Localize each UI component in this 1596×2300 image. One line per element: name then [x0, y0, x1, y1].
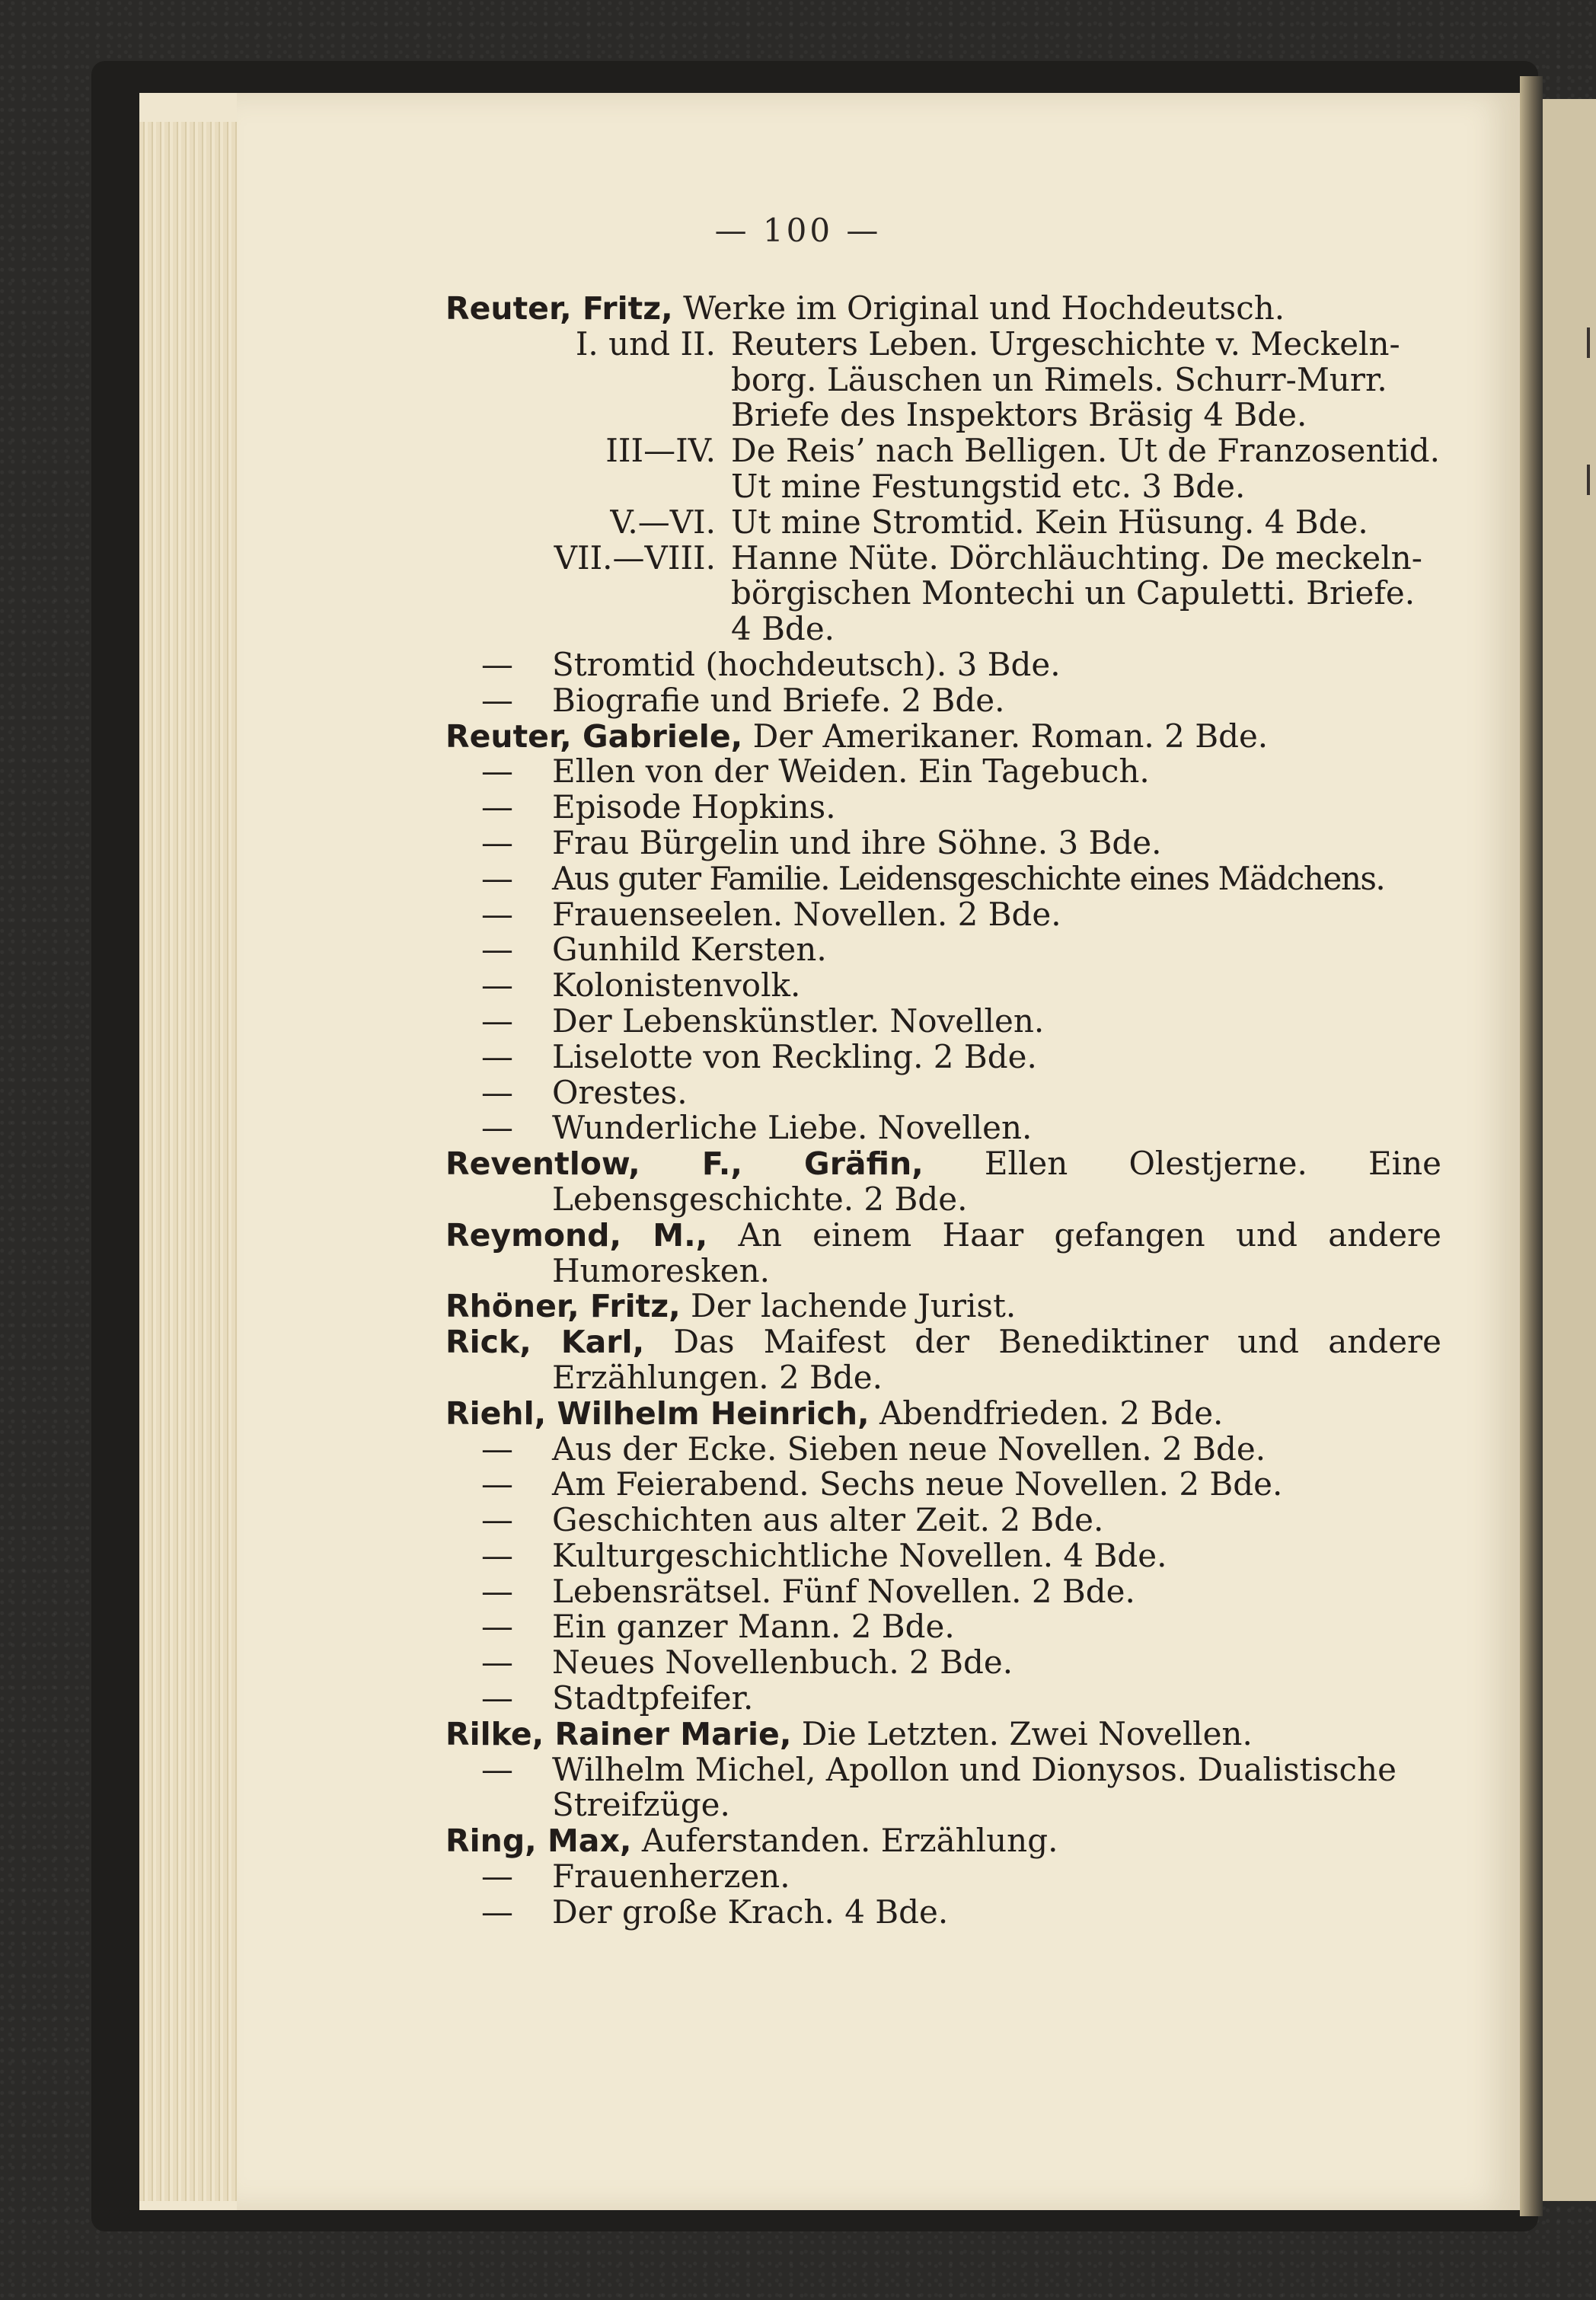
- item-text: Der Lebenskünstler. Novellen.: [552, 1001, 1045, 1040]
- item-text: Stadtpfeifer.: [552, 1679, 754, 1717]
- dash: —: [481, 1750, 513, 1788]
- dash: —: [481, 1109, 513, 1147]
- entry-title: Ellen Olestjerne. Eine Lebensgeschichte. 2 Bde.: [552, 1145, 1441, 1218]
- item-text: Aus der Ecke. Sieben neue Novellen. 2 Bde.: [552, 1430, 1266, 1468]
- item-text: Ellen von der Weiden. Ein Tagebuch.: [552, 752, 1150, 791]
- entry-riehl: [445, 1396, 1441, 1432]
- item-text: Kolonistenvolk.: [552, 966, 801, 1005]
- dash: —: [481, 788, 513, 826]
- list-item: [445, 1503, 1441, 1538]
- volume-number: V.—VI.: [610, 503, 716, 541]
- dash: —: [481, 1679, 513, 1717]
- dash: —: [481, 966, 513, 1005]
- entry-ring: [445, 1823, 1441, 1859]
- item-text: Liselotte von Reckling. 2 Bde.: [552, 1037, 1037, 1075]
- list-item: [445, 1574, 1441, 1610]
- list-item: [445, 1538, 1441, 1574]
- item-text: Wilhelm Michel, Apollon und Dionysos. Dualistische Streifzüge.: [552, 1750, 1396, 1824]
- page-edges: [139, 122, 238, 2201]
- dash: —: [481, 1572, 513, 1610]
- entry-title: Werke im Original und Hochdeutsch.: [683, 289, 1285, 327]
- entry-title: Abendfrieden. 2 Bde.: [879, 1394, 1224, 1432]
- entry-reuter-fritz: [445, 291, 1441, 327]
- author-name: Ring, Max,: [445, 1822, 632, 1860]
- dash: —: [481, 1858, 513, 1896]
- item-text: Orestes.: [552, 1073, 688, 1111]
- volume-text: borg. Läuschen un Rimels. Schurr-Murr.: [731, 360, 1387, 398]
- dash: —: [481, 1536, 513, 1574]
- item-text: Frau Bürgelin und ihre Söhne. 3 Bde.: [552, 823, 1162, 861]
- entry-rilke: [445, 1714, 1441, 1752]
- list-item: [445, 1467, 1441, 1503]
- item-text: Neues Novellenbuch. 2 Bde.: [552, 1644, 1013, 1682]
- facing-page-edge: [1543, 99, 1596, 2201]
- volume-line: [445, 505, 1441, 541]
- list-item: [445, 861, 1441, 897]
- author-name: Riehl, Wilhelm Heinrich,: [445, 1394, 870, 1432]
- entry-reymond: [445, 1215, 1441, 1289]
- volume-text: De Reis’ nach Belligen. Ut de Franzosentid.: [731, 432, 1441, 470]
- entry-title: Auferstanden. Erzählung.: [641, 1822, 1058, 1860]
- volume-text: 4 Bde.: [731, 610, 835, 648]
- entry-title: Der lachende Jurist.: [691, 1287, 1017, 1325]
- item-text: Lebensrätsel. Fünf Novellen. 2 Bde.: [552, 1572, 1135, 1610]
- volume-text: Ut mine Stromtid. Kein Hüsung. 4 Bde.: [731, 503, 1368, 541]
- entry-title: Der Amerikaner. Roman. 2 Bde.: [752, 717, 1269, 755]
- author-name: Rilke, Rainer Marie,: [445, 1715, 792, 1752]
- dash: —: [481, 859, 513, 897]
- list-item: [445, 683, 1441, 719]
- item-text: Gunhild Kersten.: [552, 931, 827, 969]
- list-item: [445, 1037, 1441, 1075]
- volume-line: [445, 612, 1441, 647]
- volume-text: Hanne Nüte. Dörchläuchting. De meckeln-: [731, 538, 1422, 577]
- item-text: Frauenherzen.: [552, 1858, 790, 1896]
- item-text: Aus guter Familie. Leidensgeschichte eines Mädchens.: [552, 859, 1385, 897]
- list-item: [445, 1895, 1441, 1931]
- volume-line: [445, 469, 1441, 505]
- catalog-text: [445, 291, 1441, 1931]
- author-name: Reuter, Gabriele,: [445, 717, 743, 755]
- volume-text: Ut mine Festungstid etc. 3 Bde.: [731, 467, 1246, 505]
- volume-line: [445, 433, 1441, 469]
- author-name: Reymond, M.,: [445, 1216, 708, 1254]
- item-text: Der große Krach. 4 Bde.: [552, 1893, 949, 1931]
- entry-reventlow: [445, 1146, 1441, 1218]
- item-text: Geschichten aus alter Zeit. 2 Bde.: [552, 1501, 1104, 1539]
- dash: —: [481, 1501, 513, 1539]
- volume-line: [445, 576, 1441, 612]
- volume-text: Briefe des Inspektors Bräsig 4 Bde.: [731, 396, 1307, 434]
- entry-reuter-gabriele: [445, 719, 1441, 755]
- list-item: [445, 823, 1441, 861]
- dash: —: [481, 823, 513, 861]
- item-text: Wunderliche Liebe. Novellen.: [552, 1109, 1033, 1147]
- facing-page-mark: [1587, 465, 1590, 495]
- list-item: [445, 1681, 1441, 1717]
- dash: —: [481, 1893, 513, 1931]
- dash: —: [481, 1644, 513, 1682]
- entry-rhoener: [445, 1289, 1441, 1324]
- dash: —: [481, 1037, 513, 1075]
- item-text: Kulturgeschichtliche Novellen. 4 Bde.: [552, 1536, 1167, 1574]
- dash: —: [481, 931, 513, 969]
- dash: —: [481, 681, 513, 719]
- volume-text: börgischen Montechi un Capuletti. Briefe.: [731, 574, 1416, 612]
- item-text: Episode Hopkins.: [552, 788, 836, 826]
- dash: —: [481, 1001, 513, 1040]
- volume-number: VII.—VIII.: [554, 538, 716, 577]
- volume-line: [445, 398, 1441, 433]
- facing-page-mark: [1587, 327, 1590, 358]
- list-item: [445, 1609, 1441, 1645]
- list-item: [445, 1859, 1441, 1895]
- book-gutter: [1520, 76, 1543, 2216]
- list-item: [445, 1432, 1441, 1468]
- item-text: Am Feierabend. Sechs neue Novellen. 2 Bde.: [552, 1465, 1283, 1503]
- list-item: [445, 1645, 1441, 1681]
- list-item: [445, 1110, 1441, 1146]
- list-item: [445, 754, 1441, 790]
- list-item: [445, 1752, 1441, 1824]
- dash: —: [481, 895, 513, 933]
- entry-title: Die Letzten. Zwei Novellen.: [801, 1714, 1253, 1752]
- list-item: [445, 1001, 1441, 1040]
- volume-number: I. und II.: [575, 324, 716, 363]
- list-item: [445, 897, 1441, 933]
- dash: —: [481, 752, 513, 791]
- list-item: [445, 968, 1441, 1004]
- page-number: — 100 —: [714, 212, 882, 249]
- dash: —: [481, 1073, 513, 1111]
- list-item: [445, 790, 1441, 826]
- volume-number: III—IV.: [605, 432, 716, 470]
- entry-rick: [445, 1324, 1441, 1396]
- dash: —: [481, 1430, 513, 1468]
- author-name: Rhöner, Fritz,: [445, 1288, 681, 1325]
- volume-line: [445, 324, 1441, 363]
- entry-title: An einem Haar gefangen und andere Humoresken.: [552, 1215, 1441, 1289]
- entry-title: Das Maifest der Benediktiner und andere Erzählungen. 2 Bde.: [552, 1323, 1441, 1396]
- dash: —: [481, 1465, 513, 1503]
- item-text: Ein ganzer Mann. 2 Bde.: [552, 1608, 955, 1646]
- volume-text: Reuters Leben. Urgeschichte v. Meckeln-: [731, 324, 1400, 363]
- list-item: [445, 932, 1441, 968]
- list-item: [445, 647, 1441, 683]
- list-item: [445, 1075, 1441, 1111]
- author-name: Reuter, Fritz,: [445, 290, 673, 327]
- author-name: Rick, Karl,: [445, 1324, 645, 1361]
- volume-line: [445, 360, 1441, 398]
- item-text: Stromtid (hochdeutsch). 3 Bde.: [552, 645, 1061, 683]
- item-text: Biografie und Briefe. 2 Bde.: [552, 681, 1005, 719]
- dash: —: [481, 645, 513, 683]
- volume-line: [445, 538, 1441, 577]
- author-name: Reventlow, F., Gräfin,: [445, 1145, 924, 1183]
- dash: —: [481, 1608, 513, 1646]
- item-text: Frauenseelen. Novellen. 2 Bde.: [552, 895, 1061, 933]
